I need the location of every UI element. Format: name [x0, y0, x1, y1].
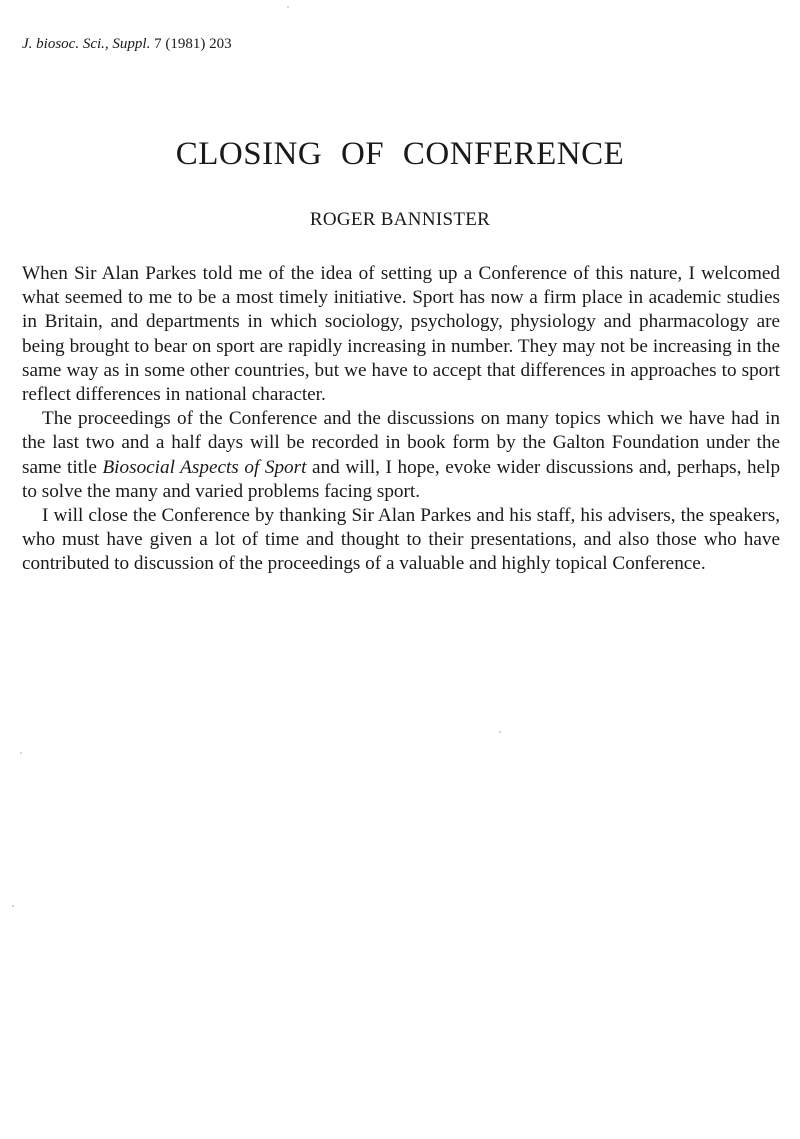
book-title: Biosocial Aspects of Sport	[102, 456, 307, 478]
scan-speck	[12, 905, 14, 907]
article-title: CLOSING OF CONFERENCE	[175, 136, 625, 172]
paragraph-2-text-end: and will, I hope, evoke wider discussions and, perhaps, help to solve the many and varied problems facing sport.	[22, 456, 781, 502]
paragraph-3: I will close the Conference by thanking Sir Alan Parkes and his staff, his advisers, the speakers, who must have given a lot of time and thought to their presentations, and also those who have contributed to discussion of the proceedings of a valuable and highly topical Conference.	[22, 505, 780, 575]
author-name: ROGER BANNISTER	[309, 209, 491, 230]
running-head	[22, 36, 232, 53]
journal-name: J. biosoc. Sci., Suppl.	[22, 36, 151, 52]
scan-speck	[287, 6, 289, 8]
scan-speck	[499, 731, 501, 733]
paragraph-1: When Sir Alan Parkes told me of the idea of setting up a Conference of this nature, I welcomed what seemed to me to be a most timely initiative. Sport has now a firm place in academic studies in Britain, and departments in which sociology, psychology, physiology and pharmacology are being brought to bear on sport are rapidly increasing in number. They may not be increasing in the same way as in some other countries, but we have to accept that differences in approaches to sport reflect differences in national character.	[22, 263, 780, 406]
journal-citation: 7 (1981) 203	[154, 36, 232, 52]
article-body	[22, 262, 780, 577]
scan-speck	[20, 752, 22, 754]
paragraph-2	[22, 407, 780, 504]
paragraph-2-text-start: The proceedings of the Conference and the discussions on many topics which we have had in the last two and a half days will be recorded in book form by the Galton Foundation under the same title	[22, 408, 780, 478]
